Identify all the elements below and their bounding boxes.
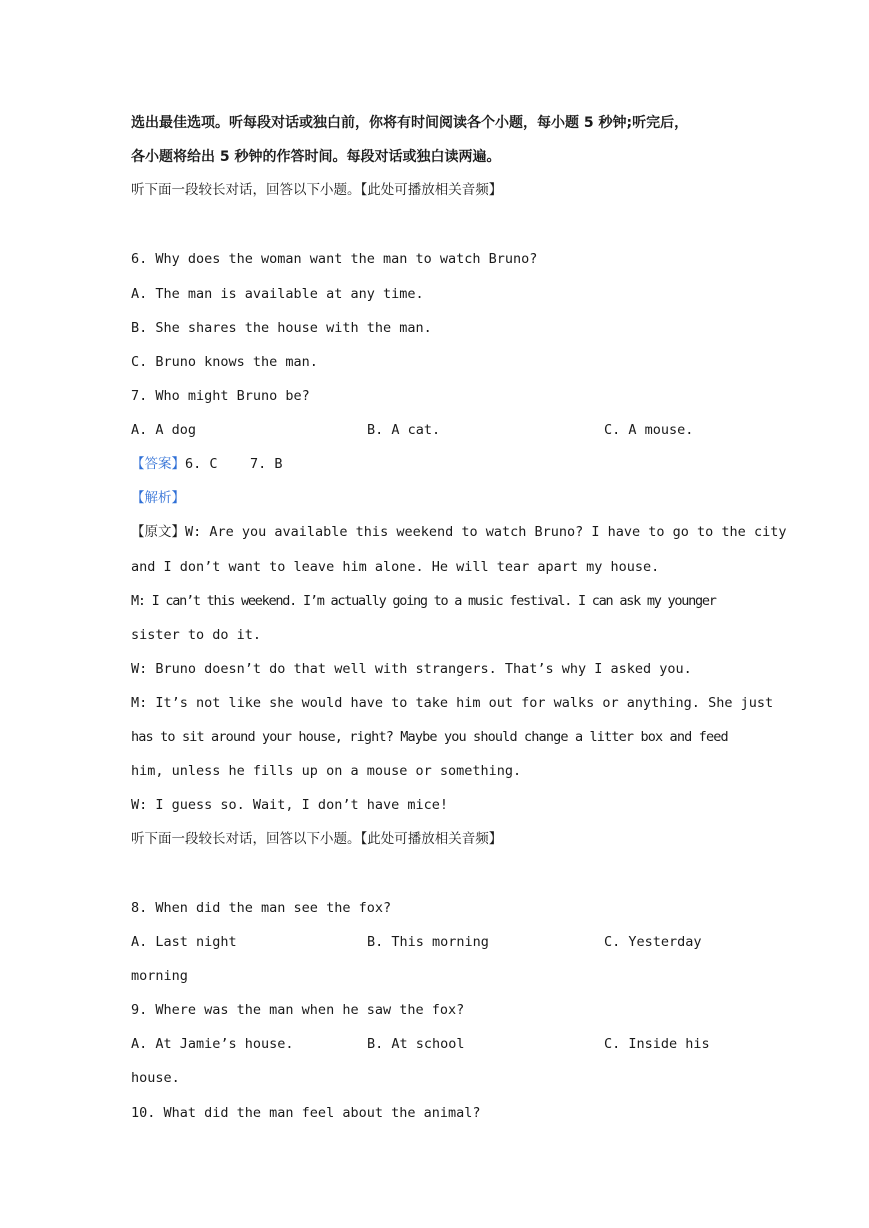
answer-line <box>131 455 283 473</box>
question-9-option-b: B. At school <box>367 1036 465 1052</box>
question-6-option-c: C. Bruno knows the man. <box>131 354 318 370</box>
question-6-stem: 6. Why does the woman want the man to watch Bruno? <box>131 251 538 267</box>
transcript-label: 【原文】 <box>131 524 185 540</box>
transcript-text: W: Are you available this weekend to watch Bruno? I have to go to the city <box>185 524 787 540</box>
question-8-option-a: A. Last night <box>131 934 237 950</box>
question-7-option-c: C. A mouse. <box>604 422 694 438</box>
question-7-option-b: B. A cat. <box>367 422 441 438</box>
question-9-option-c-continued: house. <box>131 1070 180 1086</box>
question-8-option-c: C. Yesterday <box>604 934 702 950</box>
question-6-option-a: A. The man is available at any time. <box>131 286 424 302</box>
question-10-stem: 10. What did the man feel about the animal? <box>131 1105 481 1121</box>
question-8-option-c-continued: morning <box>131 968 188 984</box>
question-6-option-b: B. She shares the house with the man. <box>131 320 432 336</box>
question-9-stem: 9. Where was the man when he saw the fox? <box>131 1002 465 1018</box>
question-7-stem: 7. Who might Bruno be? <box>131 388 310 404</box>
transcript-line-1 <box>131 523 786 541</box>
question-8-stem: 8. When did the man see the fox? <box>131 900 392 916</box>
transcript-line-2: and I don’t want to leave him alone. He will tear apart my house. <box>131 559 660 575</box>
analysis-label: 【解析】 <box>131 490 185 506</box>
transcript-line-5: W: Bruno doesn’t do that well with strangers. That’s why I asked you. <box>131 661 692 677</box>
transcript-line-7: has to sit around your house, right? Maybe you should change a litter box and feed <box>131 729 728 745</box>
answer-label: 【答案】 <box>131 456 185 472</box>
instructions-line-1: 选出最佳选项。听每段对话或独白前，你将有时间阅读各个小题，每小题 5 秒钟;听完后， <box>131 115 689 131</box>
transcript-line-6: M: It’s not like she would have to take him out for walks or anything. She just <box>131 695 774 711</box>
question-7-option-a: A. A dog <box>131 422 197 438</box>
transcript-line-4: sister to do it. <box>131 627 262 643</box>
question-8-option-b: B. This morning <box>367 934 489 950</box>
answer-text: 6. C 7. B <box>185 456 283 472</box>
section-2-intro: 听下面一段较长对话，回答以下小题。【此处可播放相关音频】 <box>131 831 503 847</box>
instructions-line-2: 各小题将给出 5 秒钟的作答时间。每段对话或独白读两遍。 <box>131 149 501 165</box>
transcript-line-8: him, unless he fills up on a mouse or something. <box>131 763 522 779</box>
question-9-option-a: A. At Jamie’s house. <box>131 1036 294 1052</box>
transcript-line-9: W: I guess so. Wait, I don’t have mice! <box>131 797 448 813</box>
question-9-option-c: C. Inside his <box>604 1036 710 1052</box>
transcript-line-3: M: I can’t this weekend. I’m actually going to a music festival. I can ask my younger <box>131 593 716 609</box>
section-1-intro: 听下面一段较长对话，回答以下小题。【此处可播放相关音频】 <box>131 182 503 198</box>
